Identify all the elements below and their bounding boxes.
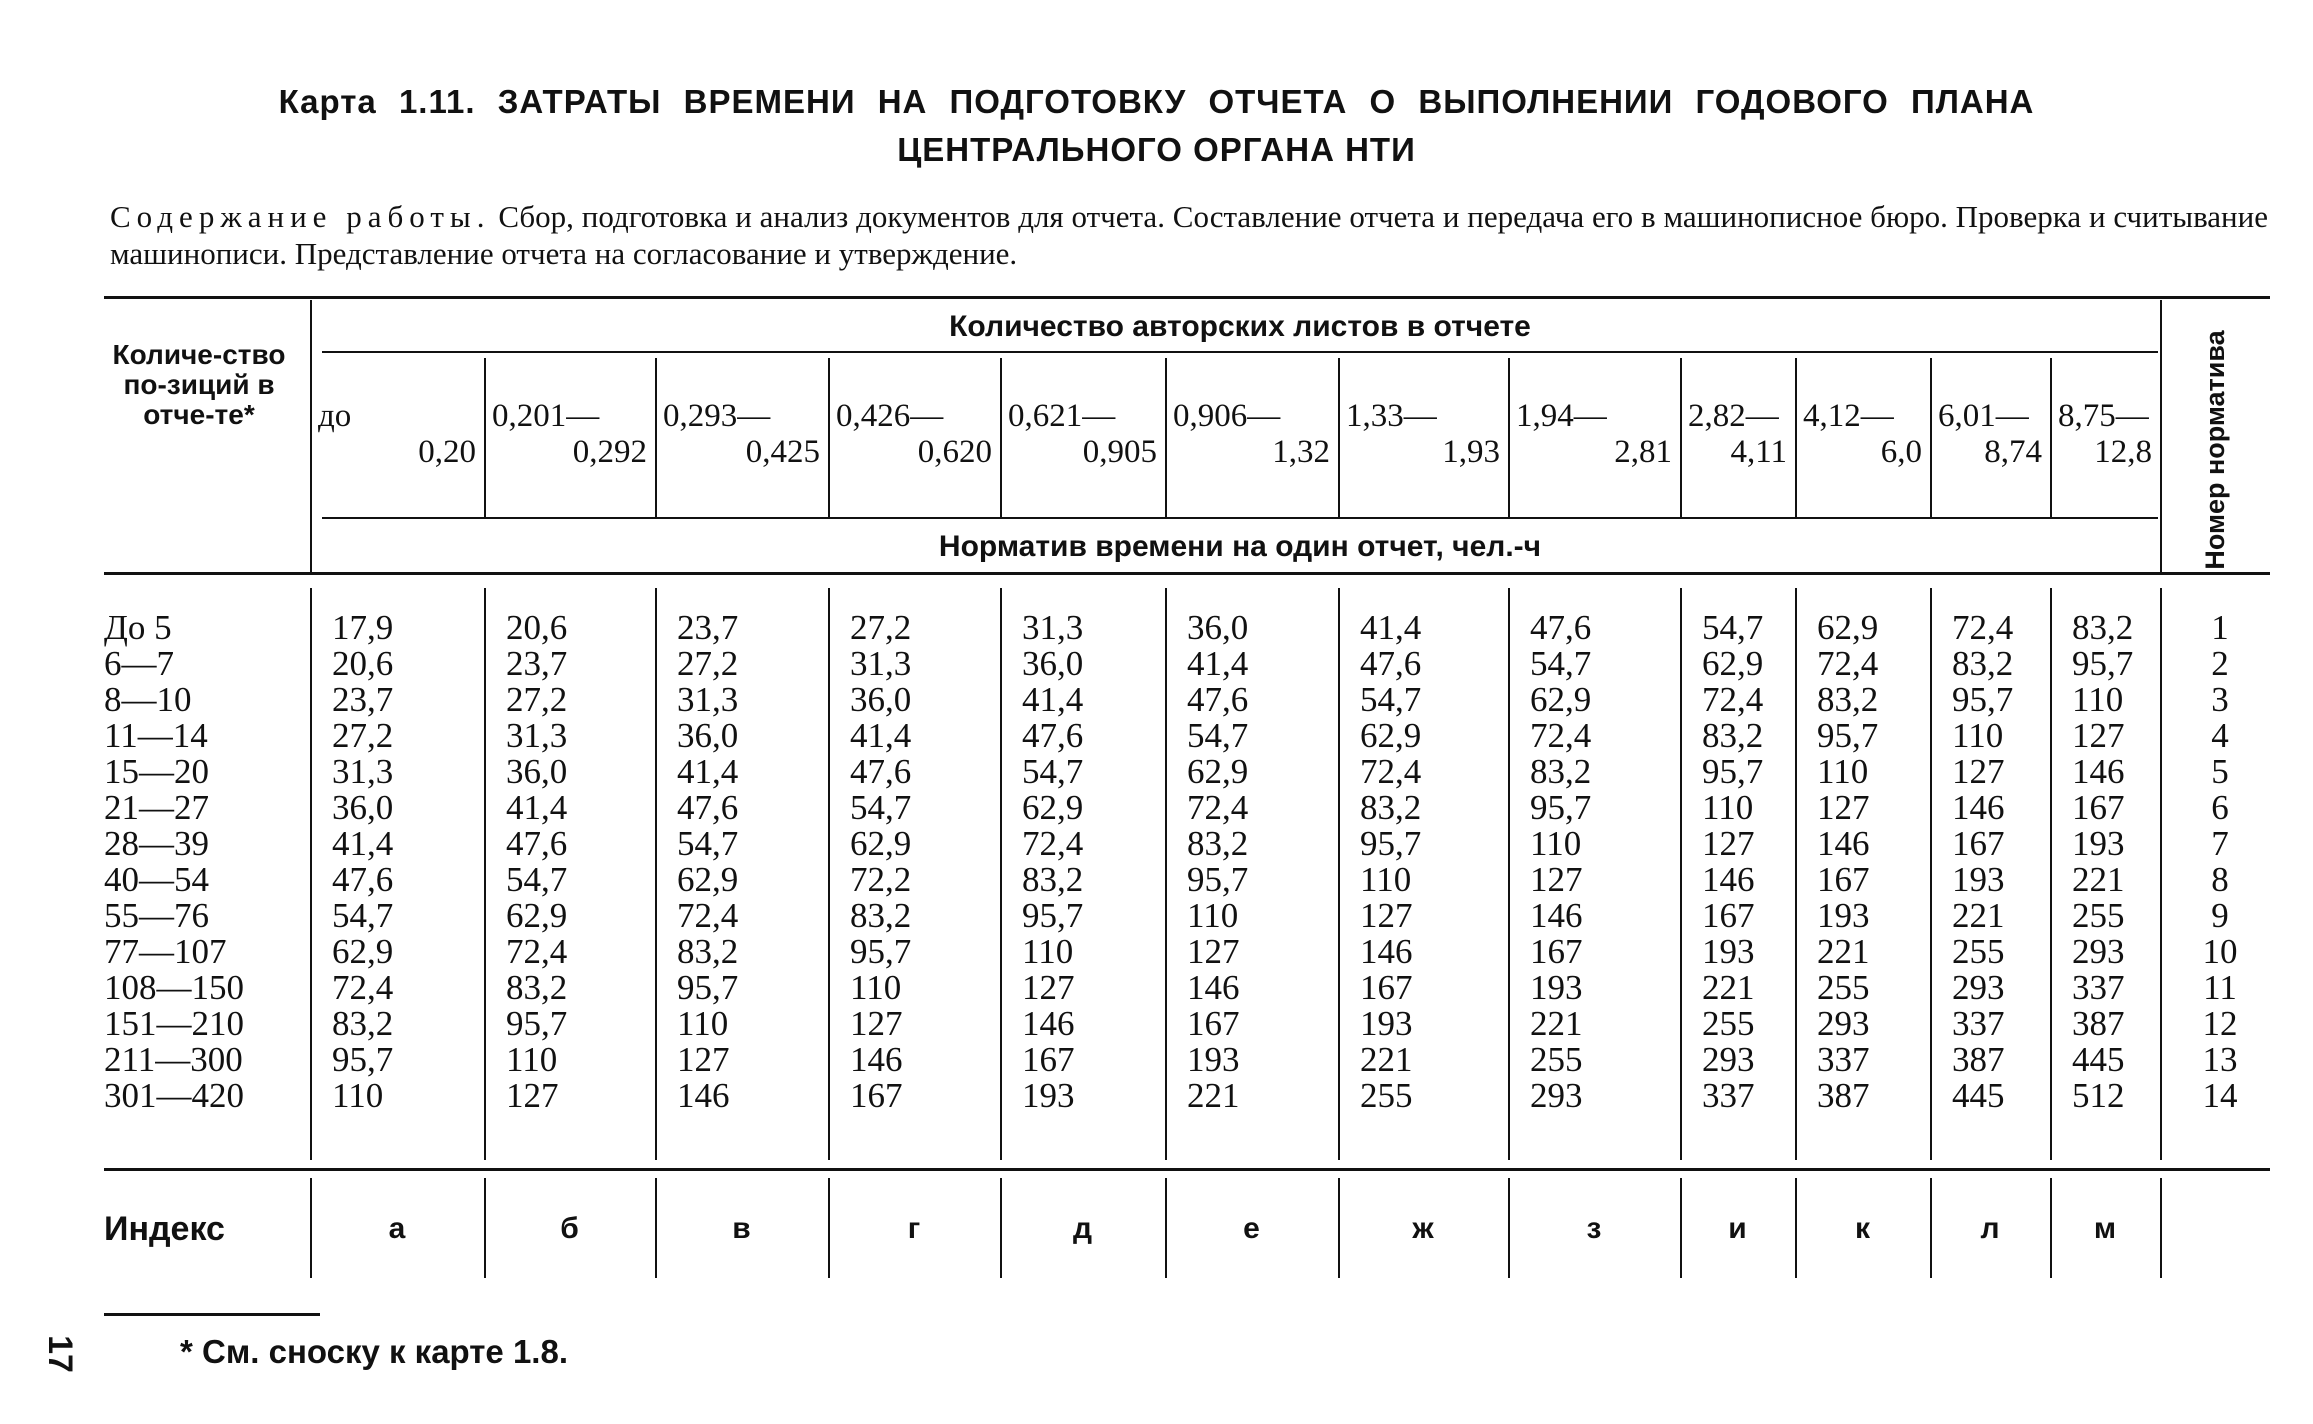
column-header-line: 2,82—: [1688, 398, 1779, 434]
table-cell: 95,7: [1187, 860, 1249, 899]
column-header-3: [663, 398, 820, 470]
table-top-rule: [104, 296, 2270, 299]
table-cell: 146: [2072, 752, 2125, 791]
table-cell: 221: [1530, 1004, 1583, 1043]
table-cell: 47,6: [677, 788, 739, 827]
column-divider: [1508, 358, 1510, 517]
table-cell: 31,3: [506, 716, 568, 755]
index-letter: л: [1980, 1212, 2000, 1245]
row-header: Количе-ство по-зиций в отче-те*: [112, 339, 286, 430]
table-cell: 72,4: [1022, 824, 1084, 863]
body-column-divider: [1165, 588, 1167, 1160]
index-letter: з: [1586, 1212, 1602, 1245]
table-cell: 83,2: [1952, 644, 2014, 683]
table-cell: 72,4: [1702, 680, 1764, 719]
table-cell: 110: [850, 968, 902, 1007]
table-cell: 193: [2072, 824, 2125, 863]
table-cell: 95,7: [1952, 680, 2014, 719]
work-description: [110, 198, 2268, 272]
column-divider: [1000, 358, 1002, 517]
table-cell: 36,0: [1187, 608, 1249, 647]
column-header-5: [1008, 398, 1157, 470]
index-letter: б: [560, 1212, 579, 1245]
table-cell: 47,6: [850, 752, 912, 791]
table-cell: 95,7: [677, 968, 739, 1007]
index-letter: ж: [1412, 1212, 1434, 1245]
table-cell: 41,4: [850, 716, 912, 755]
column-header-2: [492, 398, 647, 470]
table-cell: 293: [1530, 1076, 1583, 1115]
table-cell: 110: [1360, 860, 1412, 899]
body-column-divider: [2050, 588, 2052, 1160]
table-cell: 54,7: [1360, 680, 1422, 719]
row-label: До 5: [104, 608, 172, 647]
column-divider: [828, 358, 830, 517]
table-cell: 127: [506, 1076, 559, 1115]
body-column-divider: [828, 588, 830, 1160]
body-column-divider: [1795, 588, 1797, 1160]
body-column-divider: [1508, 588, 1510, 1160]
body-column-divider: [1930, 588, 1932, 1160]
table-cell: 255: [2072, 896, 2125, 935]
table-cell: 512: [2072, 1076, 2125, 1115]
norm-number: 7: [2211, 824, 2229, 863]
column-header-12: [2058, 398, 2152, 470]
table-cell: 445: [1952, 1076, 2005, 1115]
norm-header: Норматив времени на один отчет, чел.-ч: [938, 530, 1542, 563]
table-cell: 41,4: [332, 824, 394, 863]
column-header-line: 0,425: [745, 434, 820, 470]
table-cell: 110: [1530, 824, 1582, 863]
group-header: Количество авторских листов в отчете: [949, 310, 1531, 343]
column-divider: [655, 358, 657, 517]
table-cell: 193: [1530, 968, 1583, 1007]
table-cell: 110: [332, 1076, 384, 1115]
index-label: Индекс: [104, 1210, 225, 1248]
index-top-rule: [104, 1168, 2270, 1171]
table-cell: 167: [2072, 788, 2125, 827]
column-header-1: [318, 398, 476, 470]
table-cell: 193: [1817, 896, 1870, 935]
table-cell: 72,4: [1952, 608, 2014, 647]
row-label: 151—210: [104, 1004, 244, 1043]
norm-number: 12: [2202, 1004, 2238, 1043]
table-cell: 31,3: [677, 680, 739, 719]
column-header-line: до: [318, 398, 352, 434]
table-cell: 127: [677, 1040, 730, 1079]
page-number: [38, 1332, 82, 1376]
table-cell: 95,7: [1702, 752, 1764, 791]
table-cell: 387: [1952, 1040, 2005, 1079]
column-divider: [1680, 358, 1682, 517]
title-line-1: Карта 1.11. ЗАТРАТЫ ВРЕМЕНИ НА ПОДГОТОВКУ ОТЧЕТА О ВЫПОЛНЕНИИ ГОДОВОГО ПЛАНА: [278, 83, 2035, 120]
table-cell: 255: [1817, 968, 1870, 1007]
norm-number: 9: [2211, 896, 2229, 935]
table-cell: 83,2: [1817, 680, 1879, 719]
column-header-line: 0,426—: [836, 398, 944, 434]
table-cell: 54,7: [1702, 608, 1764, 647]
row-label: 40—54: [104, 860, 209, 899]
table-cell: 293: [1817, 1004, 1870, 1043]
column-header-8: [1516, 398, 1672, 470]
table-cell: 110: [1952, 716, 2004, 755]
norm-number: 5: [2211, 752, 2229, 791]
index-column-divider: [2160, 1178, 2162, 1278]
table-cell: 62,9: [1817, 608, 1879, 647]
table-cell: 54,7: [1022, 752, 1084, 791]
table-cell: 62,9: [332, 932, 394, 971]
table-cell: 110: [1817, 752, 1869, 791]
table-cell: 146: [1360, 932, 1413, 971]
table-cell: 337: [1817, 1040, 1870, 1079]
table-cell: 27,2: [677, 644, 739, 683]
table-cell: 110: [1022, 932, 1074, 971]
column-header-line: 0,20: [418, 434, 476, 470]
table-cell: 47,6: [1530, 608, 1592, 647]
header-bottom-rule: [104, 572, 2270, 575]
column-divider: [484, 358, 486, 517]
norm-number: 11: [2203, 968, 2237, 1007]
table-cell: 83,2: [850, 896, 912, 935]
table-cell: 127: [1187, 932, 1240, 971]
body-column-divider: [1000, 588, 1002, 1160]
title-line-2: ЦЕНТРАЛЬНОГО ОРГАНА НТИ: [897, 131, 1416, 168]
column-header-6: [1173, 398, 1330, 470]
table-cell: 83,2: [1187, 824, 1249, 863]
table-cell: 31,3: [850, 644, 912, 683]
row-label: 55—76: [104, 896, 209, 935]
table-cell: 167: [1702, 896, 1755, 935]
norm-number: 4: [2211, 716, 2229, 755]
norm-header-rule-top: [322, 517, 2158, 519]
table-cell: 95,7: [1817, 716, 1879, 755]
table-cell: 41,4: [506, 788, 568, 827]
footnote: * См. сноску к карте 1.8.: [180, 1333, 568, 1370]
table-cell: 62,9: [677, 860, 739, 899]
table-cell: 20,6: [332, 644, 394, 683]
table-cell: 23,7: [677, 608, 739, 647]
table-cell: 23,7: [332, 680, 394, 719]
table-cell: 41,4: [1187, 644, 1249, 683]
column-header-line: 0,201—: [492, 398, 600, 434]
table-cell: 47,6: [1360, 644, 1422, 683]
norm-number: 14: [2202, 1076, 2238, 1115]
table-cell: 146: [850, 1040, 903, 1079]
row-label: 15—20: [104, 752, 209, 791]
table-cell: 54,7: [850, 788, 912, 827]
table-cell: 83,2: [332, 1004, 394, 1043]
table-cell: 62,9: [1530, 680, 1592, 719]
table-cell: 445: [2072, 1040, 2125, 1079]
index-letter: к: [1854, 1212, 1870, 1245]
norm-number-header: [2160, 330, 2270, 570]
row-label: 8—10: [104, 680, 192, 719]
column-header-7: [1346, 398, 1500, 470]
table-cell: 255: [1702, 1004, 1755, 1043]
table-cell: 110: [2072, 680, 2124, 719]
column-header-line: 1,33—: [1346, 398, 1437, 434]
table-cell: 146: [677, 1076, 730, 1115]
table-cell: 127: [1022, 968, 1075, 1007]
table-cell: 293: [2072, 932, 2125, 971]
index-letter: м: [2093, 1212, 2117, 1245]
body-column-divider: [1338, 588, 1340, 1160]
column-divider: [2050, 358, 2052, 517]
table-cell: 36,0: [677, 716, 739, 755]
table-cell: 167: [1817, 860, 1870, 899]
table-cell: 27,2: [332, 716, 394, 755]
table-cell: 110: [1187, 896, 1239, 935]
group-header-rule: [322, 351, 2158, 353]
table-cell: 36,0: [850, 680, 912, 719]
table-cell: 255: [1530, 1040, 1583, 1079]
table-cell: 146: [1702, 860, 1755, 899]
page-title: [0, 78, 2313, 174]
column-header-11: [1938, 398, 2042, 470]
table-cell: 127: [850, 1004, 903, 1043]
column-header-line: 4,11: [1730, 434, 1787, 470]
norm-number: 2: [2211, 644, 2229, 683]
table-cell: 110: [1702, 788, 1754, 827]
table-cell: 27,2: [506, 680, 568, 719]
table-cell: 255: [1360, 1076, 1413, 1115]
table-cell: 23,7: [506, 644, 568, 683]
norm-number: 1: [2211, 608, 2229, 647]
table-cell: 221: [1187, 1076, 1240, 1115]
column-header-line: 0,906—: [1173, 398, 1281, 434]
table-cell: 95,7: [2072, 644, 2134, 683]
page-number-text: 17: [41, 1335, 79, 1373]
table-cell: 83,2: [1702, 716, 1764, 755]
table-cell: 127: [1817, 788, 1870, 827]
table-cell: 95,7: [1530, 788, 1592, 827]
table-cell: 62,9: [1360, 716, 1422, 755]
norm-number: 3: [2211, 680, 2229, 719]
table-cell: 54,7: [506, 860, 568, 899]
table-cell: 293: [1952, 968, 2005, 1007]
row-label: 211—300: [104, 1040, 243, 1079]
column-header-line: 6,01—: [1938, 398, 2029, 434]
column-header-line: 12,8: [2094, 434, 2152, 470]
row-header-divider: [310, 300, 312, 572]
norm-number: 13: [2202, 1040, 2238, 1079]
table-cell: 146: [1530, 896, 1583, 935]
column-header-line: 0,293—: [663, 398, 771, 434]
table-cell: 27,2: [850, 608, 912, 647]
description-lead: Содержание работы.: [110, 199, 491, 234]
table-cell: 54,7: [677, 824, 739, 863]
index-letter: а: [388, 1212, 406, 1245]
index-letter: в: [732, 1212, 751, 1245]
table-cell: 293: [1702, 1040, 1755, 1079]
table-cell: 193: [1702, 932, 1755, 971]
table-cell: 41,4: [677, 752, 739, 791]
table-cell: 83,2: [677, 932, 739, 971]
table-cell: 167: [850, 1076, 903, 1115]
table-cell: 47,6: [332, 860, 394, 899]
column-header-10: [1803, 398, 1922, 470]
table-cell: 72,4: [1187, 788, 1249, 827]
table-cell: 62,9: [1022, 788, 1084, 827]
table-cell: 54,7: [1187, 716, 1249, 755]
table-cell: 72,4: [1360, 752, 1422, 791]
table-cell: 110: [506, 1040, 558, 1079]
table-cell: 72,2: [850, 860, 912, 899]
body-column-divider: [484, 588, 486, 1160]
table-cell: 221: [2072, 860, 2125, 899]
table-cell: 221: [1817, 932, 1870, 971]
table-cell: 387: [1817, 1076, 1870, 1115]
table-cell: 20,6: [506, 608, 568, 647]
table-cell: 167: [1360, 968, 1413, 1007]
table-cell: 167: [1022, 1040, 1075, 1079]
table-cell: 193: [1022, 1076, 1075, 1115]
column-header-line: 1,32: [1272, 434, 1330, 470]
table-cell: 95,7: [332, 1040, 394, 1079]
row-label: 28—39: [104, 824, 209, 863]
norm-number-header-text: Номер норматива: [2200, 330, 2230, 570]
index-letter: г: [907, 1212, 921, 1245]
column-header-line: 6,0: [1880, 434, 1922, 470]
table-cell: 387: [2072, 1004, 2125, 1043]
norm-number: 6: [2211, 788, 2229, 827]
index-letter: е: [1243, 1212, 1260, 1245]
table-cell: 337: [2072, 968, 2125, 1007]
table-cell: 83,2: [2072, 608, 2134, 647]
table-cell: 221: [1360, 1040, 1413, 1079]
column-header-line: 0,905: [1082, 434, 1157, 470]
column-divider: [1930, 358, 1932, 517]
table-cell: 127: [1360, 896, 1413, 935]
index-letter: д: [1072, 1212, 1093, 1245]
table-cell: 95,7: [1022, 896, 1084, 935]
table-cell: 31,3: [332, 752, 394, 791]
table-cell: 36,0: [1022, 644, 1084, 683]
column-header-line: 1,93: [1442, 434, 1500, 470]
table-cell: 337: [1702, 1076, 1755, 1115]
column-header-line: 8,75—: [2058, 398, 2149, 434]
table-cell: 193: [1187, 1040, 1240, 1079]
table-cell: 72,4: [1817, 644, 1879, 683]
column-divider: [1338, 358, 1340, 517]
column-header-9: [1688, 398, 1787, 470]
body-column-divider: [2160, 588, 2162, 1160]
description-text: Сбор, подготовка и анализ документов для отчета. Составление отчета и передача его в машинописное бюро. Проверка и считывание машинописи. Представление отчета на согласование и утверждение.: [110, 199, 2268, 271]
table-cell: 255: [1952, 932, 2005, 971]
table-cell: 127: [1702, 824, 1755, 863]
table-cell: 41,4: [1360, 608, 1422, 647]
table-cell: 167: [1952, 824, 2005, 863]
table-cell: 54,7: [332, 896, 394, 935]
table-cell: 167: [1530, 932, 1583, 971]
index-letter: и: [1728, 1212, 1747, 1245]
table-cell: 36,0: [332, 788, 394, 827]
table-cell: 127: [1952, 752, 2005, 791]
norm-number: 8: [2211, 860, 2229, 899]
table-cell: 83,2: [1360, 788, 1422, 827]
table-cell: 47,6: [506, 824, 568, 863]
table-cell: 95,7: [850, 932, 912, 971]
table-cell: 72,4: [677, 896, 739, 935]
table-cell: 167: [1187, 1004, 1240, 1043]
table-cell: 62,9: [850, 824, 912, 863]
norm-number: 10: [2202, 932, 2238, 971]
footnote-rule: [104, 1313, 320, 1316]
table-cell: 47,6: [1022, 716, 1084, 755]
table-cell: 62,9: [506, 896, 568, 935]
table-cell: 146: [1022, 1004, 1075, 1043]
table-cell: 221: [1952, 896, 2005, 935]
row-label: 77—107: [104, 932, 227, 971]
table-cell: 17,9: [332, 608, 394, 647]
table-cell: 127: [2072, 716, 2125, 755]
column-header-4: [836, 398, 992, 470]
table-cell: 62,9: [1702, 644, 1764, 683]
table-cell: 47,6: [1187, 680, 1249, 719]
column-header-line: 0,621—: [1008, 398, 1116, 434]
table-cell: 110: [677, 1004, 729, 1043]
table-cell: 146: [1952, 788, 2005, 827]
column-header-line: 4,12—: [1803, 398, 1894, 434]
column-header-line: 1,94—: [1516, 398, 1607, 434]
table-cell: 72,4: [506, 932, 568, 971]
row-label: 21—27: [104, 788, 209, 827]
row-label: 6—7: [104, 644, 174, 683]
table-cell: 146: [1817, 824, 1870, 863]
table-cell: 54,7: [1530, 644, 1592, 683]
row-label: 301—420: [104, 1076, 244, 1115]
table-cell: 83,2: [1530, 752, 1592, 791]
body-column-divider: [1680, 588, 1682, 1160]
table-cell: 72,4: [1530, 716, 1592, 755]
table-cell: 83,2: [1022, 860, 1084, 899]
table-cell: 95,7: [506, 1004, 568, 1043]
row-label: 108—150: [104, 968, 244, 1007]
table-cell: 146: [1187, 968, 1240, 1007]
body-column-divider: [655, 588, 657, 1160]
table-cell: 31,3: [1022, 608, 1084, 647]
table-cell: 36,0: [506, 752, 568, 791]
table-cell: 193: [1360, 1004, 1413, 1043]
row-label: 11—14: [104, 716, 208, 755]
table-cell: 62,9: [1187, 752, 1249, 791]
table-cell: 337: [1952, 1004, 2005, 1043]
table-cell: 127: [1530, 860, 1583, 899]
column-header-line: 0,620: [917, 434, 992, 470]
table-cell: 41,4: [1022, 680, 1084, 719]
column-divider: [1795, 358, 1797, 517]
table-cell: 221: [1702, 968, 1755, 1007]
table-cell: 95,7: [1360, 824, 1422, 863]
column-header-line: 2,81: [1614, 434, 1672, 470]
table-cell: 193: [1952, 860, 2005, 899]
column-header-line: 8,74: [1984, 434, 2042, 470]
table-cell: 83,2: [506, 968, 568, 1007]
table-cell: 72,4: [332, 968, 394, 1007]
column-divider: [1165, 358, 1167, 517]
body-column-divider: [310, 588, 312, 1160]
column-header-line: 0,292: [572, 434, 647, 470]
